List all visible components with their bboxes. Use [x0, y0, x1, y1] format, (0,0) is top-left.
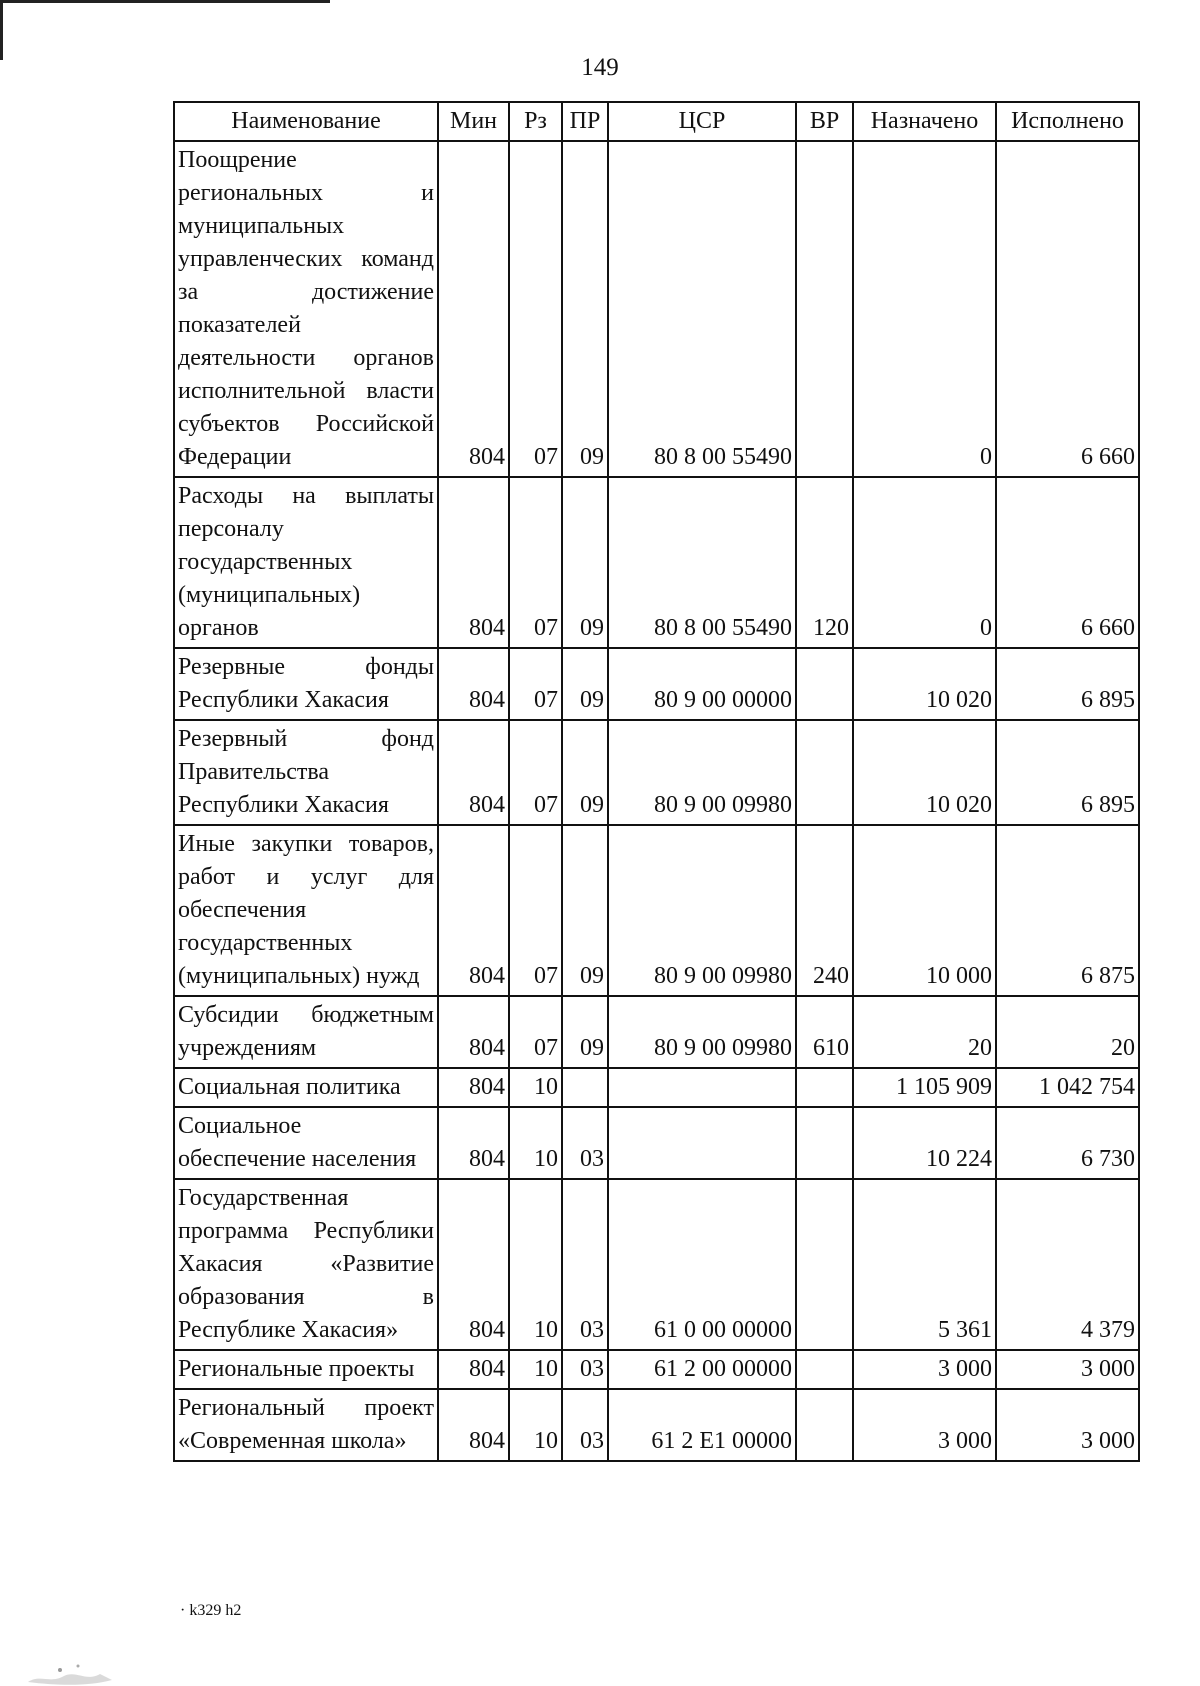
row-rz: 07	[509, 996, 562, 1068]
row-pr: 09	[562, 477, 608, 648]
row-min: 804	[438, 477, 509, 648]
header-vr: ВР	[796, 102, 853, 141]
row-assigned: 10 020	[853, 720, 996, 825]
row-csr: 61 0 00 00000	[608, 1179, 796, 1350]
row-vr	[796, 1107, 853, 1179]
header-pr: ПР	[562, 102, 608, 141]
row-pr: 09	[562, 720, 608, 825]
row-pr: 09	[562, 141, 608, 477]
row-name: Социальное обеспечение населения	[174, 1107, 438, 1179]
row-csr: 80 9 00 09980	[608, 996, 796, 1068]
row-assigned: 20	[853, 996, 996, 1068]
row-assigned: 3 000	[853, 1389, 996, 1461]
row-vr	[796, 648, 853, 720]
row-vr: 610	[796, 996, 853, 1068]
table-row	[174, 1179, 1139, 1350]
row-csr: 80 9 00 09980	[608, 825, 796, 996]
row-assigned: 0	[853, 141, 996, 477]
row-csr: 80 9 00 00000	[608, 648, 796, 720]
row-pr: 03	[562, 1179, 608, 1350]
row-name: Социальная политика	[174, 1068, 438, 1107]
row-min: 804	[438, 1107, 509, 1179]
row-rz: 07	[509, 720, 562, 825]
row-min: 804	[438, 648, 509, 720]
row-csr: 80 8 00 55490	[608, 477, 796, 648]
row-min: 804	[438, 825, 509, 996]
header-min: Мин	[438, 102, 509, 141]
row-executed: 6 895	[996, 720, 1139, 825]
row-vr: 240	[796, 825, 853, 996]
row-pr	[562, 1068, 608, 1107]
row-name: Иные закупки товаров, работ и услуг для обеспечения государственных (муниципальных) нужд	[174, 825, 438, 996]
table-row	[174, 1389, 1139, 1461]
table-row	[174, 720, 1139, 825]
header-csr: ЦСР	[608, 102, 796, 141]
row-min: 804	[438, 720, 509, 825]
row-min: 804	[438, 141, 509, 477]
row-assigned: 3 000	[853, 1350, 996, 1389]
row-rz: 10	[509, 1107, 562, 1179]
row-rz: 10	[509, 1350, 562, 1389]
row-name: Государственная программа Республики Хакасия «Развитие образования в Республике Хакасия»	[174, 1179, 438, 1350]
table-row	[174, 1107, 1139, 1179]
row-vr	[796, 141, 853, 477]
row-vr	[796, 720, 853, 825]
row-name: Региональные проекты	[174, 1350, 438, 1389]
row-pr: 03	[562, 1107, 608, 1179]
row-min: 804	[438, 1389, 509, 1461]
table-row	[174, 825, 1139, 996]
row-pr: 09	[562, 996, 608, 1068]
row-csr: 61 2 00 00000	[608, 1350, 796, 1389]
row-vr	[796, 1068, 853, 1107]
scan-stain-mark	[20, 1660, 130, 1686]
row-executed: 4 379	[996, 1179, 1139, 1350]
row-min: 804	[438, 996, 509, 1068]
row-vr: 120	[796, 477, 853, 648]
row-rz: 10	[509, 1068, 562, 1107]
row-assigned: 0	[853, 477, 996, 648]
row-pr: 09	[562, 648, 608, 720]
row-assigned: 10 020	[853, 648, 996, 720]
row-min: 804	[438, 1350, 509, 1389]
scan-edge-mark-top	[0, 0, 330, 3]
row-rz: 07	[509, 141, 562, 477]
header-executed: Исполнено	[996, 102, 1139, 141]
table-row	[174, 477, 1139, 648]
row-rz: 07	[509, 825, 562, 996]
row-rz: 10	[509, 1179, 562, 1350]
table-row	[174, 141, 1139, 477]
row-name: Расходы на выплаты персоналу государственных (муниципальных) органов	[174, 477, 438, 648]
row-rz: 07	[509, 477, 562, 648]
row-min: 804	[438, 1179, 509, 1350]
row-vr	[796, 1389, 853, 1461]
header-row	[174, 102, 1139, 141]
header-name: Наименование	[174, 102, 438, 141]
row-csr: 80 8 00 55490	[608, 141, 796, 477]
footer-document-code: · k329 h2	[180, 1602, 242, 1619]
row-executed: 6 875	[996, 825, 1139, 996]
row-assigned: 10 224	[853, 1107, 996, 1179]
row-min: 804	[438, 1068, 509, 1107]
row-csr	[608, 1068, 796, 1107]
row-assigned: 1 105 909	[853, 1068, 996, 1107]
row-vr	[796, 1350, 853, 1389]
row-pr: 03	[562, 1389, 608, 1461]
header-assigned: Назначено	[853, 102, 996, 141]
page-number: 149	[581, 54, 619, 81]
table-row	[174, 648, 1139, 720]
row-executed: 3 000	[996, 1389, 1139, 1461]
row-executed: 1 042 754	[996, 1068, 1139, 1107]
table-row	[174, 1350, 1139, 1389]
row-rz: 07	[509, 648, 562, 720]
row-pr: 03	[562, 1350, 608, 1389]
row-pr: 09	[562, 825, 608, 996]
table-row	[174, 1068, 1139, 1107]
row-assigned: 10 000	[853, 825, 996, 996]
row-csr	[608, 1107, 796, 1179]
row-executed: 6 730	[996, 1107, 1139, 1179]
table-row	[174, 996, 1139, 1068]
row-executed: 6 660	[996, 141, 1139, 477]
scan-edge-mark-left	[0, 0, 3, 60]
row-executed: 3 000	[996, 1350, 1139, 1389]
row-name: Поощрение региональных и муниципальных управленческих команд за достижение показателей деятельности органов исполнительной власти субъектов Российской Федерации	[174, 141, 438, 477]
row-assigned: 5 361	[853, 1179, 996, 1350]
row-name: Субсидии бюджетным учреждениям	[174, 996, 438, 1068]
row-executed: 6 660	[996, 477, 1139, 648]
row-executed: 6 895	[996, 648, 1139, 720]
row-name: Резервный фонд Правительства Республики Хакасия	[174, 720, 438, 825]
row-rz: 10	[509, 1389, 562, 1461]
header-rz: Рз	[509, 102, 562, 141]
row-executed: 20	[996, 996, 1139, 1068]
row-csr: 80 9 00 09980	[608, 720, 796, 825]
row-csr: 61 2 E1 00000	[608, 1389, 796, 1461]
row-name: Резервные фонды Республики Хакасия	[174, 648, 438, 720]
budget-table	[173, 101, 1140, 1462]
row-vr	[796, 1179, 853, 1350]
row-name: Региональный проект «Современная школа»	[174, 1389, 438, 1461]
